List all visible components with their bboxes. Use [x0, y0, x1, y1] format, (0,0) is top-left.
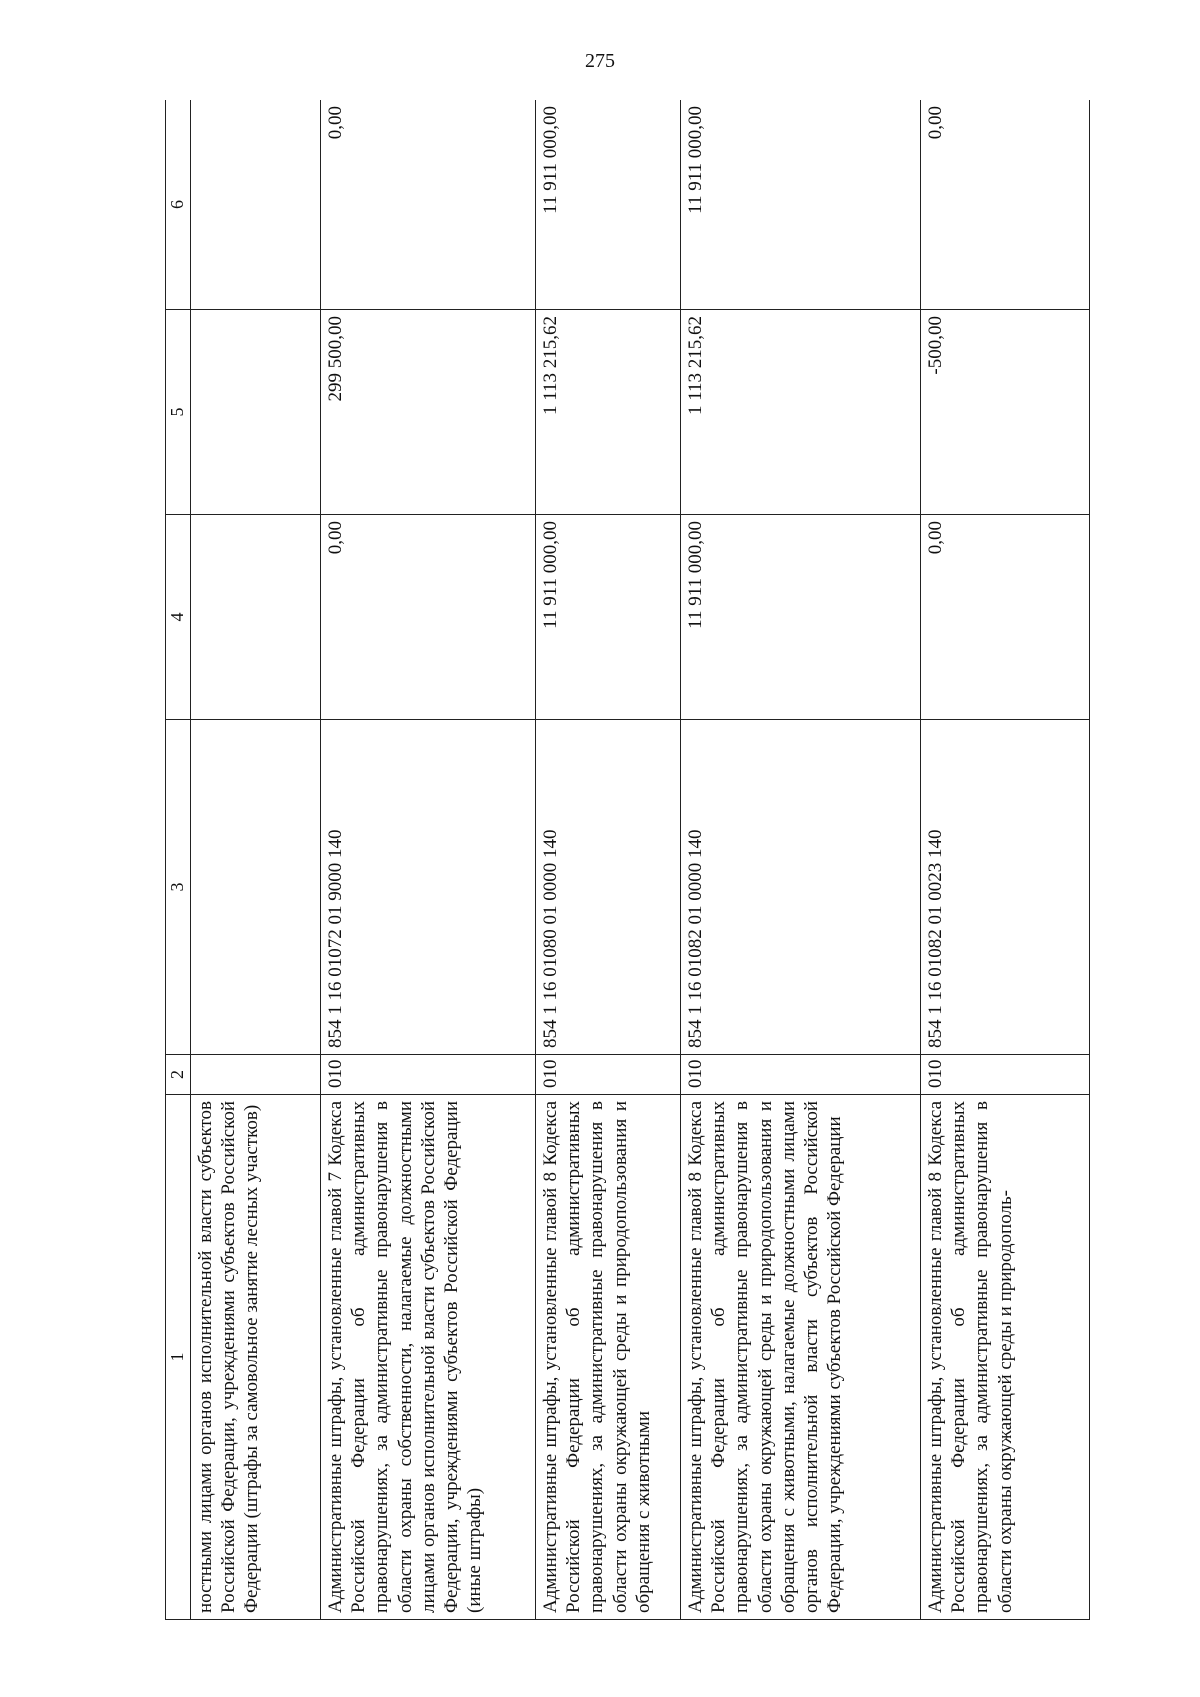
- row-line-code: 010: [536, 1055, 681, 1095]
- row-budget-code: 854 1 16 01082 01 0000 140: [681, 720, 921, 1055]
- row-value-6: 0,00: [321, 100, 536, 310]
- header-col-4: 4: [166, 515, 191, 720]
- row-budget-code: 854 1 16 01080 01 0000 140: [536, 720, 681, 1055]
- row-value-5: 1 113 215,62: [681, 310, 921, 515]
- header-col-5: 5: [166, 310, 191, 515]
- header-col-6: 6: [166, 100, 191, 310]
- row-value-6: [191, 100, 321, 310]
- revenue-table: [165, 100, 1090, 1620]
- row-description: Административные штрафы, установленные главой 8 Кодекса Российской Федерации об административных правонарушениях, за административные правонарушения в области охраны окружающей среды и природополь-: [921, 1095, 1090, 1620]
- row-value-4: 0,00: [921, 515, 1090, 720]
- header-col-1: 1: [166, 1095, 191, 1620]
- row-description: ностными лицами органов исполнительной власти субъектов Российской Федерации, учреждениями субъектов Российской Федерации (штрафы за самовольное занятие лесных участков): [191, 1095, 321, 1620]
- row-description: Административные штрафы, установленные главой 8 Кодекса Российской Федерации об административных правонарушениях, за административные правонарушения в области охраны окружающей среды и природопользования и обращения с животными: [536, 1095, 681, 1620]
- table-row: [191, 100, 321, 1620]
- header-col-3: 3: [166, 720, 191, 1055]
- row-value-6: 11 911 000,00: [536, 100, 681, 310]
- table-row: [536, 100, 681, 1620]
- row-line-code: 010: [321, 1055, 536, 1095]
- header-col-2: 2: [166, 1055, 191, 1095]
- row-budget-code: 854 1 16 01082 01 0023 140: [921, 720, 1090, 1055]
- row-value-4: 11 911 000,00: [536, 515, 681, 720]
- table-header: [166, 100, 191, 1620]
- row-value-5: 299 500,00: [321, 310, 536, 515]
- row-budget-code: [191, 720, 321, 1055]
- row-line-code: 010: [921, 1055, 1090, 1095]
- row-value-5: -500,00: [921, 310, 1090, 515]
- row-line-code: 010: [681, 1055, 921, 1095]
- table-row: [681, 100, 921, 1620]
- row-budget-code: 854 1 16 01072 01 9000 140: [321, 720, 536, 1055]
- rotated-table-wrapper: [165, 100, 1090, 1620]
- page-number: 275: [585, 50, 615, 72]
- row-value-6: 11 911 000,00: [681, 100, 921, 310]
- row-value-4: 0,00: [321, 515, 536, 720]
- row-description: Административные штрафы, установленные главой 8 Кодекса Российской Федерации об административных правонарушениях, за административные правонарушения в области охраны окружающей среды и природопользования и обращения с животными, налагаемые должностными лицами органов исполнительной власти субъектов Российской Федерации, учреждениями субъектов Российской Федерации: [681, 1095, 921, 1620]
- table-row: [921, 100, 1090, 1620]
- header-row: [166, 100, 191, 1620]
- row-value-5: 1 113 215,62: [536, 310, 681, 515]
- table-row: [321, 100, 536, 1620]
- row-value-6: 0,00: [921, 100, 1090, 310]
- row-line-code: [191, 1055, 321, 1095]
- row-description: Административные штрафы, установленные главой 7 Кодекса Российской Федерации об административных правонарушениях, за административные правонарушения в области охраны собственности, налагаемые должностными лицами органов исполнительной власти субъектов Российской Федерации, учреждениями субъектов Российской Федерации (иные штрафы): [321, 1095, 536, 1620]
- row-value-4: [191, 515, 321, 720]
- row-value-5: [191, 310, 321, 515]
- table-frame: [165, 100, 1090, 1620]
- row-value-4: 11 911 000,00: [681, 515, 921, 720]
